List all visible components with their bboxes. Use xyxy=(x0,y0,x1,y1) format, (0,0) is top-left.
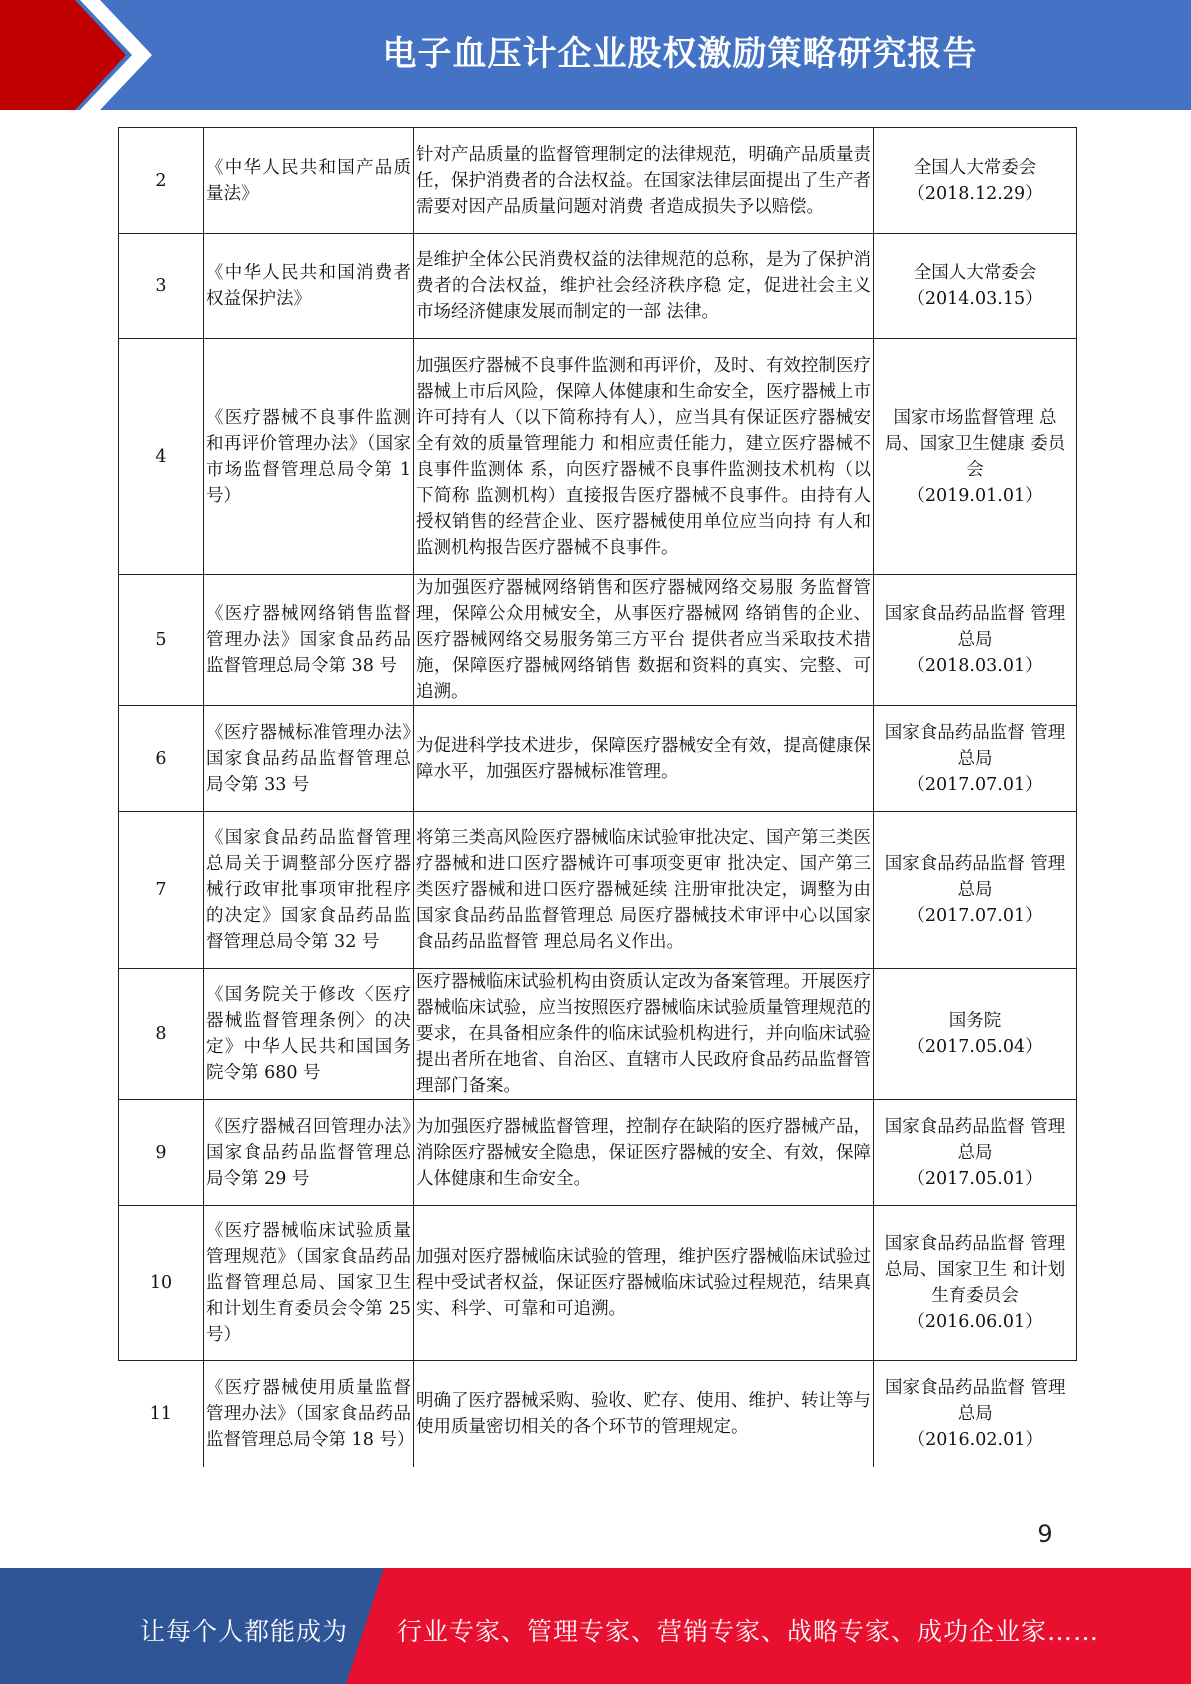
issuing-authority-cell xyxy=(874,969,1077,1100)
table-row xyxy=(119,234,1077,339)
effective-date: （2017.05.04） xyxy=(907,1037,1043,1057)
header-banner xyxy=(0,0,1191,110)
issuing-authority: 国务院 xyxy=(948,1011,1002,1031)
table-row xyxy=(119,128,1077,234)
table-row xyxy=(119,1206,1077,1361)
effective-date: （2017.07.01） xyxy=(907,906,1043,926)
regulation-name: 《医疗器械召回管理办法》国家食品药品监督管理总局令第 29 号 xyxy=(204,1100,414,1206)
effective-date: （2018.03.01） xyxy=(907,656,1043,676)
regulation-description: 针对产品质量的监督管理制定的法律规范，明确产品质量责任，保护消费者的合法权益。在国家法律层面提出了生产者需要对因产品质量问题对消费 者造成损失予以赔偿。 xyxy=(414,128,874,234)
footer-slogan-left: 让每个人都能成为 xyxy=(140,1617,349,1646)
regulation-name: 《国务院关于修改〈医疗器械监督管理条例〉的决定》中华人民共和国国务院令第 680 号 xyxy=(204,969,414,1100)
regulation-description: 加强对医疗器械临床试验的管理，维护医疗器械临床试验过程中受试者权益，保证医疗器械临床试验过程规范，结果真实、科学、可靠和可追溯。 xyxy=(414,1206,874,1361)
row-number: 8 xyxy=(119,969,204,1100)
issuing-authority: 国家食品药品监督 管理总局 xyxy=(884,1377,1066,1424)
regulation-description: 为加强医疗器械网络销售和医疗器械网络交易服 务监督管理，保障公众用械安全，从事医疗器械网 络销售的企业、医疗器械网络交易服务第三方平台 提供者应当采取技术措施，保障医疗器械网络销售 数据和资料的真实、完整、可追溯。 xyxy=(414,575,874,706)
table-row xyxy=(119,706,1077,812)
table-row xyxy=(119,1361,1077,1467)
regulation-name: 《医疗器械临床试验质量管理规范》（国家食品药品监督管理总局、国家卫生和计划生育委员会令第 25 号） xyxy=(204,1206,414,1361)
table-row xyxy=(119,339,1077,575)
table-row xyxy=(119,812,1077,969)
table-row xyxy=(119,1100,1077,1206)
issuing-authority: 国家市场监督管理 总局、国家卫生健康 委员会 xyxy=(884,407,1066,480)
effective-date: （2018.12.29） xyxy=(907,183,1043,204)
effective-date: （2019.01.01） xyxy=(907,485,1043,506)
issuing-authority-cell xyxy=(874,1361,1077,1467)
regulation-name: 《医疗器械网络销售监督管理办法》国家食品药品监督管理总局令第 38 号 xyxy=(204,575,414,706)
effective-date: （2017.07.01） xyxy=(907,774,1043,795)
document-title: 电子血压计企业股权激励策略研究报告 xyxy=(382,34,978,74)
row-number: 9 xyxy=(119,1100,204,1206)
issuing-authority-cell xyxy=(874,706,1077,812)
row-number: 10 xyxy=(119,1206,204,1361)
table-row xyxy=(119,969,1077,1100)
issuing-authority: 全国人大常委会 xyxy=(913,157,1037,178)
effective-date: （2014.03.15） xyxy=(907,289,1043,309)
regulation-description: 加强医疗器械不良事件监测和再评价，及时、有效控制医疗器械上市后风险，保障人体健康和生命安全，医疗器械上市许可持有人（以下简称持有人），应当具有保证医疗器械安全有效的质量管理能力 和相应责任能力，建立医疗器械不良事件监测体 系，向医疗器械不良事件监测技术机构（以下简称 监测机构）直接报告医疗器械不良事件。由持有人 授权销售的经营企业、医疗器械使用单位应当向持 有人和监测机构报告医疗器械不良事件。 xyxy=(414,339,874,575)
issuing-authority-cell xyxy=(874,234,1077,339)
row-number: 6 xyxy=(119,706,204,812)
regulations-table xyxy=(118,127,1077,1467)
issuing-authority: 全国人大常委会 xyxy=(913,263,1037,283)
issuing-authority-cell xyxy=(874,575,1077,706)
row-number: 11 xyxy=(119,1361,204,1467)
issuing-authority: 国家食品药品监督 管理总局 xyxy=(884,1116,1066,1163)
row-number: 2 xyxy=(119,128,204,234)
effective-date: （2016.06.01） xyxy=(907,1312,1043,1332)
issuing-authority-cell xyxy=(874,1100,1077,1206)
regulation-name: 《医疗器械不良事件监测和再评价管理办法》（国家市场监督管理总局令第 1 号） xyxy=(204,339,414,575)
regulation-name: 《中华人民共和国消费者权益保护法》 xyxy=(204,234,414,339)
regulation-description: 是维护全体公民消费权益的法律规范的总称，是为了保护消费者的合法权益，维护社会经济秩序稳 定，促进社会主义市场经济健康发展而制定的一部 法律。 xyxy=(414,234,874,339)
footer-slogan-right: 行业专家、管理专家、营销专家、战略专家、成功企业家…… xyxy=(397,1617,1100,1646)
regulation-description: 医疗器械临床试验机构由资质认定改为备案管理。开展医疗器械临床试验，应当按照医疗器械临床试验质量管理规范的要求，在具备相应条件的临床试验机构进行，并向临床试验提出者所在地省、自治区、直辖市人民政府食品药品监督管理部门备案。 xyxy=(414,969,874,1100)
issuing-authority-cell xyxy=(874,1206,1077,1361)
regulation-name: 《医疗器械使用质量监督管理办法》（国家食品药品监督管理总局令第 18 号） xyxy=(204,1361,414,1467)
issuing-authority: 国家食品药品监督 管理总局 xyxy=(884,604,1066,650)
issuing-authority: 国家食品药品监督 管理总局、国家卫生 和计划生育委员会 xyxy=(884,1234,1066,1306)
issuing-authority-cell xyxy=(874,339,1077,575)
regulation-name: 《国家食品药品监督管理总局关于调整部分医疗器械行政审批事项审批程序的决定》国家食品药品监 督管理总局令第 32 号 xyxy=(204,812,414,969)
row-number: 5 xyxy=(119,575,204,706)
row-number: 4 xyxy=(119,339,204,575)
page-number: 9 xyxy=(1037,1520,1053,1548)
row-number: 3 xyxy=(119,234,204,339)
issuing-authority: 国家食品药品监督 管理总局 xyxy=(884,854,1066,900)
effective-date: （2016.02.01） xyxy=(907,1429,1043,1450)
issuing-authority-cell xyxy=(874,128,1077,234)
regulation-description: 为促进科学技术进步，保障医疗器械安全有效，提高健康保障水平，加强医疗器械标准管理。 xyxy=(414,706,874,812)
table-row xyxy=(119,575,1077,706)
effective-date: （2017.05.01） xyxy=(907,1168,1043,1189)
issuing-authority: 国家食品药品监督 管理总局 xyxy=(884,722,1066,769)
footer-banner xyxy=(0,1568,1191,1684)
issuing-authority-cell xyxy=(874,812,1077,969)
regulation-description: 明确了医疗器械采购、验收、贮存、使用、维护、转让等与使用质量密切相关的各个环节的管理规定。 xyxy=(414,1361,874,1467)
regulation-description: 为加强医疗器械监督管理，控制存在缺陷的医疗器械产品，消除医疗器械安全隐患，保证医疗器械的安全、有效，保障人体健康和生命安全。 xyxy=(414,1100,874,1206)
row-number: 7 xyxy=(119,812,204,969)
regulation-description: 将第三类高风险医疗器械临床试验审批决定、国产第三类医疗器械和进口医疗器械许可事项变更审 批决定、国产第三类医疗器械和进口医疗器械延续 注册审批决定，调整为由国家食品药品监督管理总 局医疗器械技术审评中心以国家食品药品监督管 理总局名义作出。 xyxy=(414,812,874,969)
regulation-name: 《中华人民共和国产品质量法》 xyxy=(204,128,414,234)
regulation-name: 《医疗器械标准管理办法》国家食品药品监督管理总局令第 33 号 xyxy=(204,706,414,812)
regulations-table-body xyxy=(119,128,1077,1467)
